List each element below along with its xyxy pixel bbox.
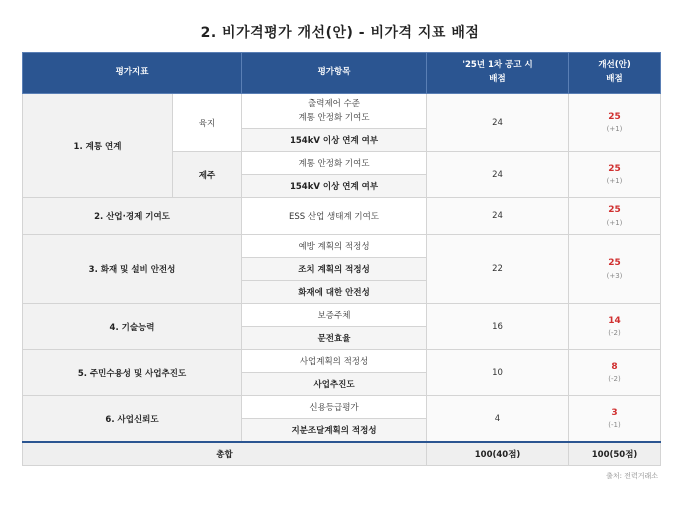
category-cell: 1. 계통 연계 [23,94,173,198]
score-delta: (-2) [608,329,621,338]
table-row [23,235,661,258]
score-delta: (+3) [606,271,623,280]
region-cell: 제주 [173,152,242,198]
total-current: 100(40점) [427,442,569,466]
table-row [23,304,661,327]
new-score: 3 [611,407,618,418]
item-cell [242,94,427,129]
table-row [23,396,661,419]
header-new-line1: 개선(안) [598,60,631,71]
header-new-line2: 배점 [606,74,623,84]
new-score-cell [569,94,661,152]
new-score: 8 [611,361,618,372]
category-cell: 4. 기술능력 [23,304,242,350]
current-score-cell: 24 [427,152,569,198]
current-score-cell: 10 [427,350,569,396]
item-text: 출력제어 수준 [308,98,360,109]
header-current [427,53,569,94]
new-score-cell [569,304,661,350]
score-delta: (+1) [606,125,623,134]
header-new [569,53,661,94]
header-current-line2: 배점 [489,74,506,84]
current-score-cell: 24 [427,94,569,152]
new-score: 25 [608,258,621,269]
category-cell: 5. 주민수용성 및 사업추진도 [23,350,242,396]
item-cell: 154kV 이상 연계 여부 [242,175,427,198]
category-cell: 3. 화재 및 설비 안전성 [23,235,242,304]
header-indicator: 평가지표 [23,53,242,94]
item-cell: 사업계획의 적정성 [242,350,427,373]
table-row [23,350,661,373]
category-cell: 2. 산업·경제 기여도 [23,198,242,235]
new-score: 25 [608,111,621,122]
item-cell: 문전효율 [242,327,427,350]
item-text: 계통 안정화 기여도 [298,113,370,123]
new-score-cell [569,350,661,396]
item-cell: 계통 안정화 기여도 [242,152,427,175]
item-cell: 화재에 대한 안전성 [242,281,427,304]
new-score-cell [569,235,661,304]
header-current-line1: '25년 1차 공고 시 [462,60,533,71]
new-score-cell [569,152,661,198]
total-label: 총합 [23,442,427,466]
source-note: 출처: 전력거래소 [606,472,658,480]
item-cell: 조치 계획의 적정성 [242,258,427,281]
current-score-cell: 24 [427,198,569,235]
new-score-cell [569,198,661,235]
current-score-cell: 22 [427,235,569,304]
header-item: 평가항목 [242,53,427,94]
new-score: 14 [608,315,621,326]
item-cell: 154kV 이상 연계 여부 [242,129,427,152]
item-cell: 예방 계획의 적정성 [242,235,427,258]
item-cell: 신용등급평가 [242,396,427,419]
item-cell: 지분조달계획의 적정성 [242,419,427,443]
total-row [23,442,661,466]
item-cell: 보증주체 [242,304,427,327]
score-table [22,52,661,466]
page-title: 2. 비가격평가 개선(안) - 비가격 지표 배점 [200,25,480,41]
score-delta: (+1) [606,177,623,186]
new-score-cell [569,396,661,443]
score-delta: (+1) [606,218,623,227]
current-score-cell: 16 [427,304,569,350]
new-score: 25 [608,205,621,216]
score-delta: (-1) [608,421,621,430]
category-cell: 6. 사업신뢰도 [23,396,242,443]
item-cell: ESS 산업 생태계 기여도 [242,198,427,235]
region-cell: 육지 [173,94,242,152]
total-new: 100(50점) [569,442,661,466]
table-row [23,198,661,235]
score-delta: (-2) [608,375,621,384]
new-score: 25 [608,163,621,174]
current-score-cell: 4 [427,396,569,443]
table-header-row [23,53,661,94]
table-row [23,94,661,129]
item-cell: 사업추진도 [242,373,427,396]
